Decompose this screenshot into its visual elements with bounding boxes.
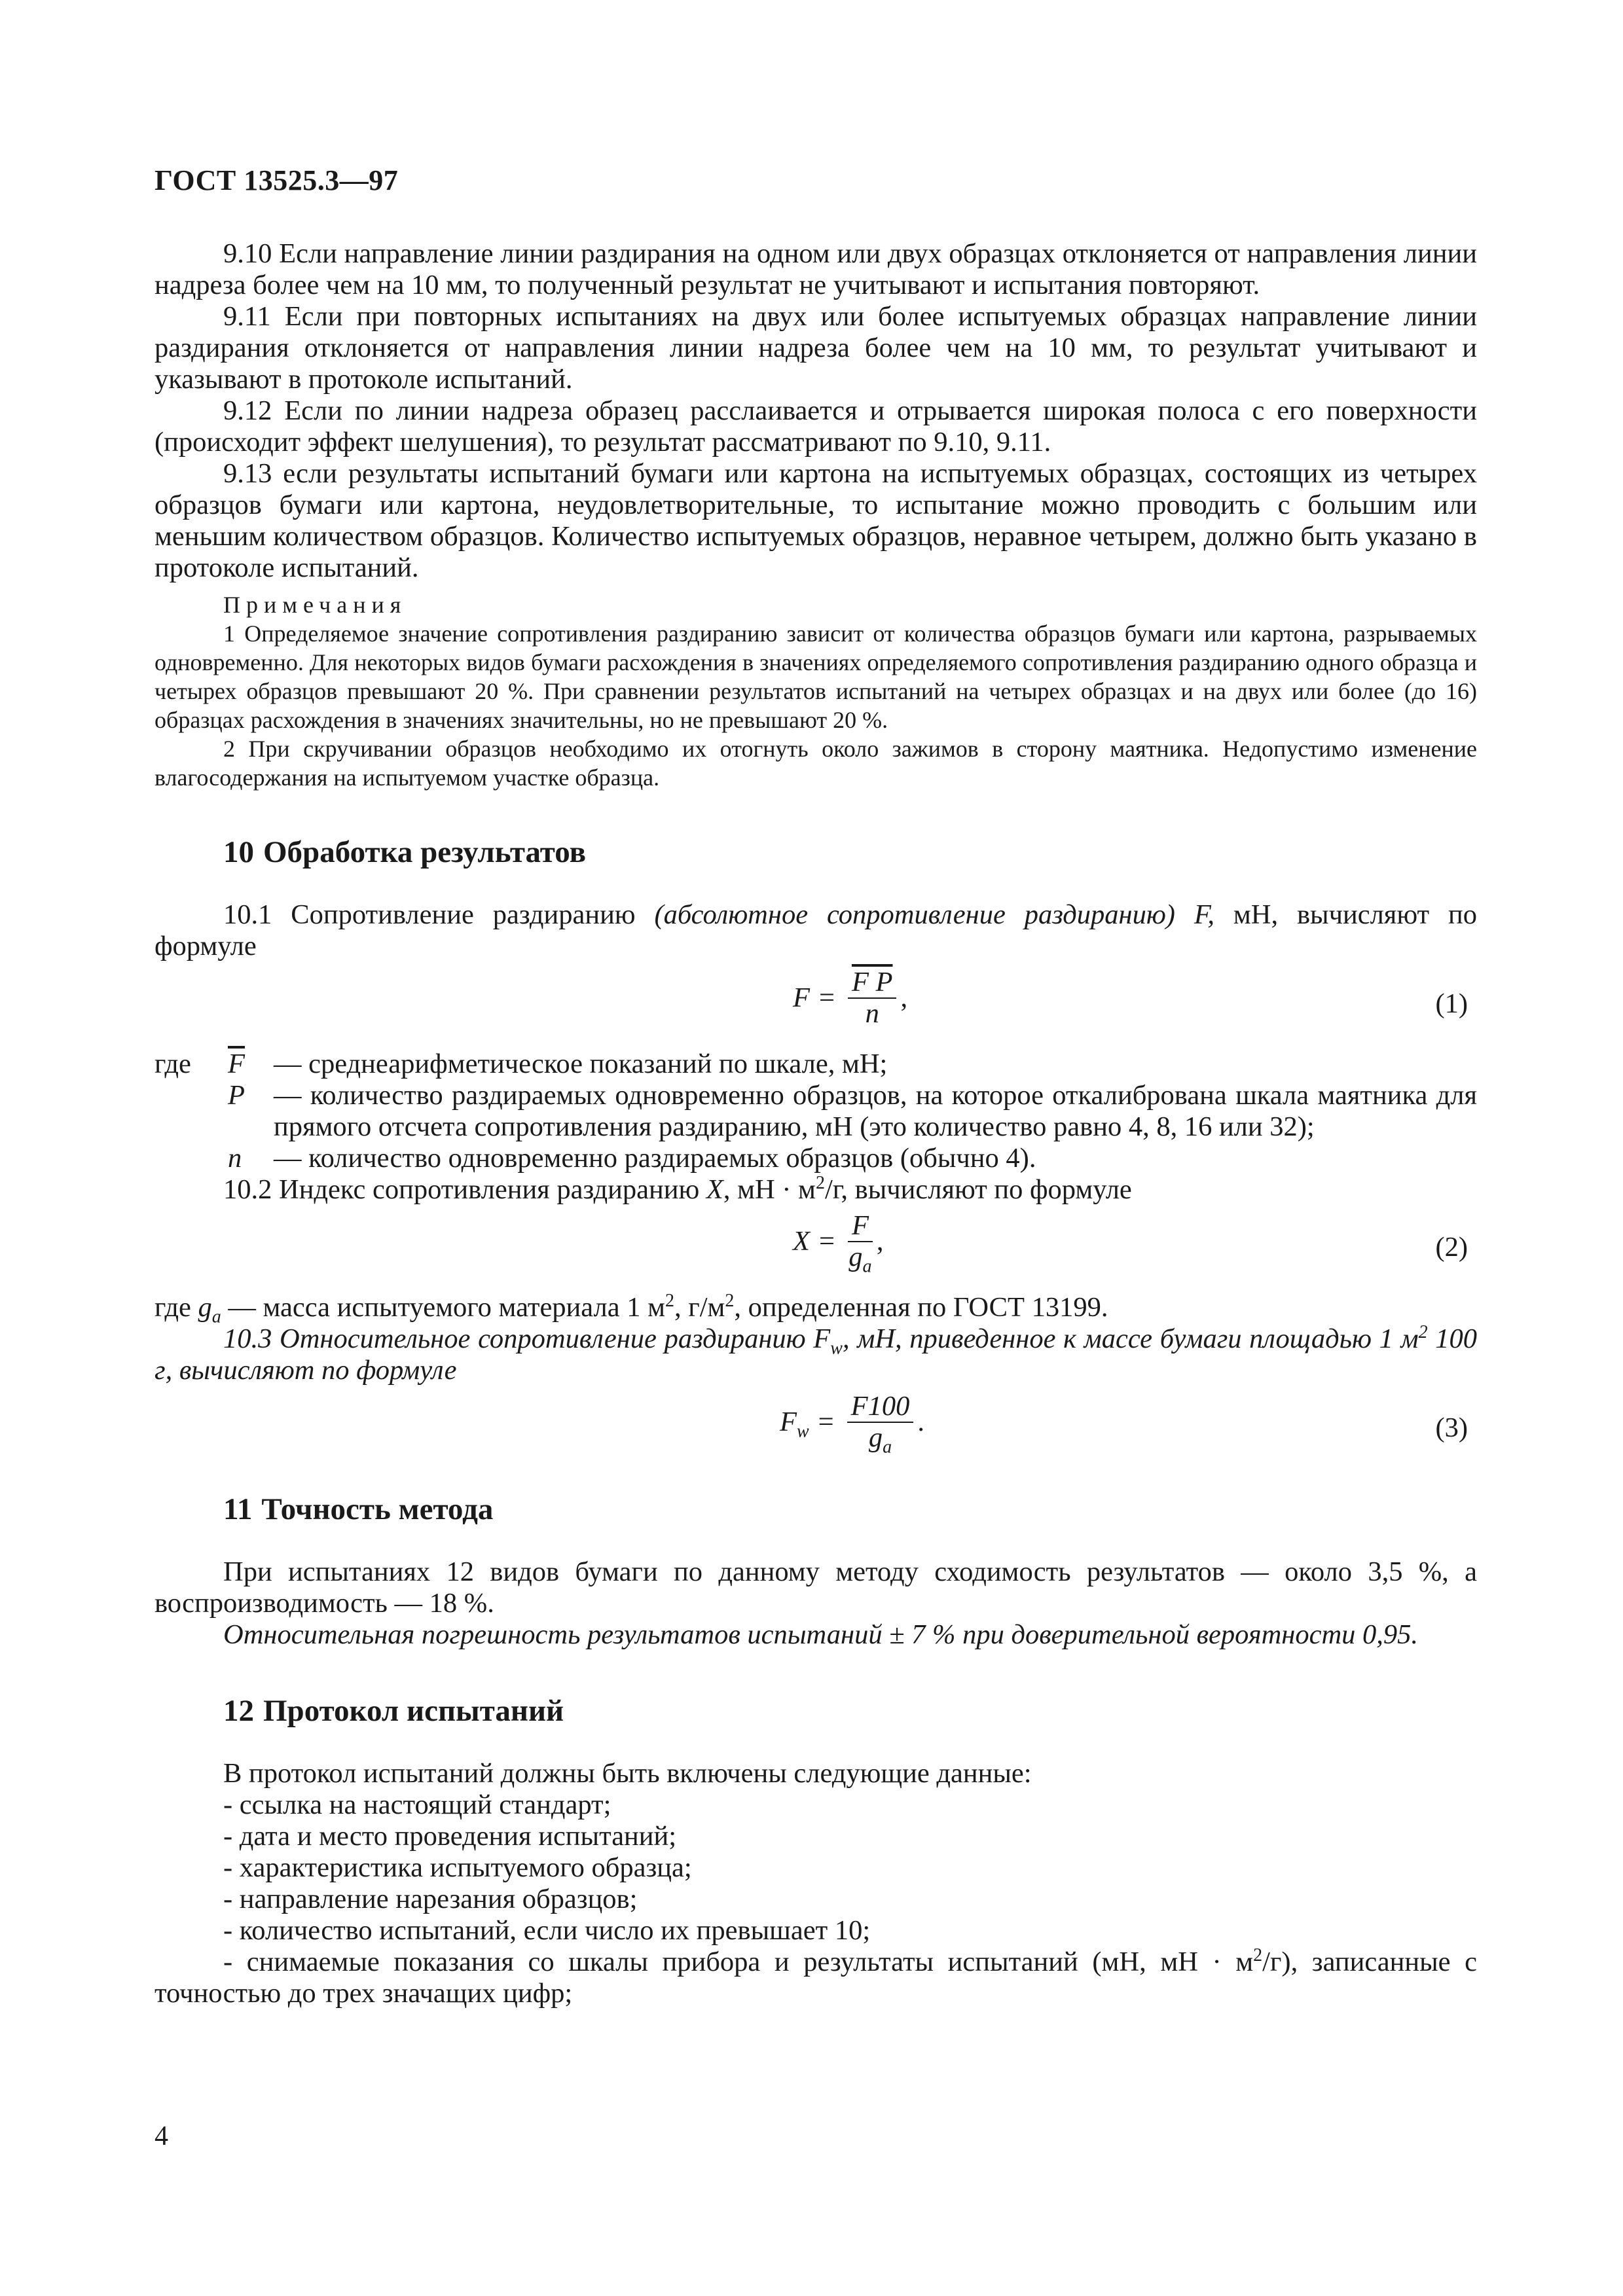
superscript: 2 — [1418, 1321, 1428, 1342]
formula-3 — [155, 1391, 1477, 1470]
variable: X — [706, 1174, 723, 1205]
formula-2 — [155, 1211, 1477, 1289]
note-2: 2 При скручивании образцов необходимо их отогнуть около зажимов в сторону маятника. Недопустимо изменение влагосодержания на испытуемом участке образца. — [155, 736, 1477, 791]
section-number: 10 — [223, 835, 254, 869]
list-item: - количество испытаний, если число их превышает 10; — [223, 1915, 871, 1946]
denominator-text: g — [848, 1242, 863, 1272]
formula-tail: . — [917, 1407, 924, 1437]
paragraph-9-11: 9.11 Если при повторных испытаниях на двух или более испытуемых образцах направление линии раздирания отклоняется от направления линии надреза более чем на 10 мм, то результат учитывают и указывают в протоколе испытаний. — [155, 301, 1477, 395]
where-row — [155, 1080, 1477, 1143]
where-lead: где — [155, 1049, 191, 1079]
superscript: 2 — [815, 1172, 825, 1193]
where-symbol: $\overline{F}$ — [228, 1049, 245, 1079]
notes-heading: Примечания — [223, 592, 407, 618]
section-title: Обработка результатов — [263, 835, 586, 869]
formula-1 — [155, 967, 1477, 1046]
subscript: w — [796, 1421, 809, 1442]
formula-fraction — [847, 1391, 914, 1458]
paragraph-9-13: 9.13 если результаты испытаний бумаги или картона на испытуемых образцах, состоящих из четырех образцов бумаги или картона, неудовлетворительные, то испытание можно проводить с большим или меньшим количеством образцов. Количество испытуемых образцов, неравное четырем, должно быть указано в протоколе испытаний. — [155, 458, 1477, 583]
section-heading-11 — [155, 1490, 1477, 1529]
where-lead — [155, 1080, 228, 1143]
text-run: /г), записанные с точностью до трех значащих цифр; — [155, 1946, 1477, 2009]
equation-number: (2) — [1435, 1232, 1468, 1263]
text-run: 10.2 Индекс сопротивления раздиранию — [223, 1174, 706, 1205]
formula-lhs: X — [793, 1226, 810, 1257]
variable: g — [198, 1292, 212, 1323]
subscript: a — [862, 1256, 872, 1277]
section-title: Точность метода — [261, 1492, 494, 1526]
text-run: 10.1 Сопротивление раздиранию — [223, 899, 655, 930]
text-run-italic: (абсолютное сопротивление раздиранию) F, — [654, 899, 1214, 930]
document-header: ГОСТ 13525.3—97 — [155, 164, 399, 196]
where-row — [155, 1143, 1477, 1174]
formula-equals: = — [818, 1226, 835, 1257]
fraction-denominator: n — [865, 998, 879, 1029]
fraction-numerator — [848, 967, 897, 999]
fraction-denominator — [868, 1422, 892, 1458]
formula-equals: = — [818, 982, 835, 1013]
text-run: /г, вычисляют по формуле — [824, 1174, 1132, 1205]
denominator-text: g — [868, 1422, 883, 1453]
list-item: - направление нарезания образцов; — [223, 1884, 638, 1914]
section-heading-10 — [155, 833, 1477, 872]
page-number: 4 — [155, 2121, 168, 2151]
section-heading-12 — [155, 1691, 1477, 1731]
page-content — [155, 238, 1477, 2009]
list-item: - характеристика испытуемого образца; — [223, 1852, 692, 1883]
paragraph-11-1: При испытаниях 12 видов бумаги по данному методу сходимость результатов — около 3,5 %, а воспроизводимость — 18 %. — [155, 1556, 1477, 1619]
fraction-denominator — [848, 1242, 872, 1277]
equation-number: (3) — [1435, 1412, 1468, 1443]
text-run: мН, вычисляют по формуле — [155, 899, 1477, 961]
text-run: , мН, приведенное к массе бумаги площадью 1 м — [842, 1323, 1419, 1354]
where-symbol: P — [228, 1080, 245, 1111]
section-title: Протокол испытаний — [263, 1694, 564, 1728]
formula-fraction — [848, 967, 897, 1029]
formula-lhs — [780, 1407, 809, 1442]
equation-number: (1) — [1435, 988, 1468, 1019]
list-item: - дата и место проведения испытаний; — [223, 1821, 677, 1852]
numerator-text: F P — [851, 967, 893, 997]
formula-equals: = — [818, 1407, 834, 1437]
paragraph-10-3 — [155, 1323, 1477, 1386]
formula-tail: , — [876, 1226, 884, 1257]
section-number: 12 — [223, 1694, 254, 1728]
subscript: a — [883, 1437, 892, 1458]
where-lead — [155, 1143, 228, 1174]
subscript: w — [830, 1338, 843, 1359]
note-1: 1 Определяемое значение сопротивления раздиранию зависит от количества образцов бумаги или картона, разрываемых одновременно. Для некоторых видов бумаги расхождения в значениях определяемого сопротивления раздиранию одного образца и четырех образцов превышают 20 %. При сравнении результатов испытаний на четырех образцах и на двух или более (до 16) образцах расхождения в значениях значительны, но не превышают 20 %. — [155, 620, 1477, 733]
paragraph-10-1 — [155, 899, 1477, 962]
text-run: где — [155, 1292, 198, 1323]
text-run: , мН · м — [723, 1174, 816, 1205]
text-run: , определенная по ГОСТ 13199. — [734, 1292, 1108, 1323]
paragraph-12-intro: В протокол испытаний должны быть включены следующие данные: — [223, 1758, 1032, 1789]
superscript: 2 — [665, 1290, 675, 1311]
formula-fraction — [848, 1210, 873, 1277]
fraction-numerator: F — [848, 1211, 873, 1242]
subscript: a — [211, 1306, 221, 1327]
where-description: — количество одновременно раздираемых образцов (обычно 4). — [274, 1143, 1036, 1174]
where-description: — количество раздираемых одновременно образцов, на которое откалибрована шкала маятника для прямого отсчета сопротивления раздиранию, мН (это количество равно 4, 8, 16 или 32); — [274, 1080, 1477, 1142]
formula-tail: , — [900, 982, 908, 1013]
lhs-text: F — [780, 1407, 797, 1437]
text-run: 10.3 Относительное сопротивление раздиранию F — [223, 1323, 831, 1354]
fraction-numerator: F100 — [847, 1391, 914, 1423]
where-description: — среднеарифметическое показаний по шкале, мН; — [274, 1049, 888, 1079]
text-run: — масса испытуемого материала 1 м — [221, 1292, 666, 1323]
where-ga-line — [155, 1290, 1477, 1327]
paragraph-9-12: 9.12 Если по линии надреза образец расслаивается и отрывается широкая полоса с его поверхности (происходит эффект шелушения), то результат рассматривают по 9.10, 9.11. — [155, 395, 1477, 457]
paragraph-9-10: 9.10 Если направление линии раздирания на одном или двух образцах отклоняется от направления линии надреза более чем на 10 мм, то полученный результат не учитывают и испытания повторяют. — [155, 238, 1477, 300]
text-run: , г/м — [674, 1292, 725, 1323]
list-item-last — [155, 1946, 1477, 2009]
superscript: 2 — [725, 1290, 735, 1311]
text-run: 100 г, вычисляют по формуле — [155, 1323, 1477, 1386]
list-item: - ссылка на настоящий стандарт; — [223, 1789, 611, 1820]
section-number: 11 — [223, 1492, 253, 1526]
text-run: - снимаемые показания со шкалы прибора и результаты испытаний (мН, мН · м — [223, 1946, 1254, 1977]
paragraph-10-2 — [155, 1174, 1477, 1206]
where-symbol: n — [228, 1143, 242, 1174]
formula-lhs: F — [793, 982, 810, 1013]
superscript: 2 — [1253, 1945, 1263, 1965]
paragraph-11-2: Относительная погрешность результатов испытаний ± 7 % при доверительной вероятности 0,95. — [223, 1619, 1419, 1650]
where-row — [155, 1049, 1477, 1080]
